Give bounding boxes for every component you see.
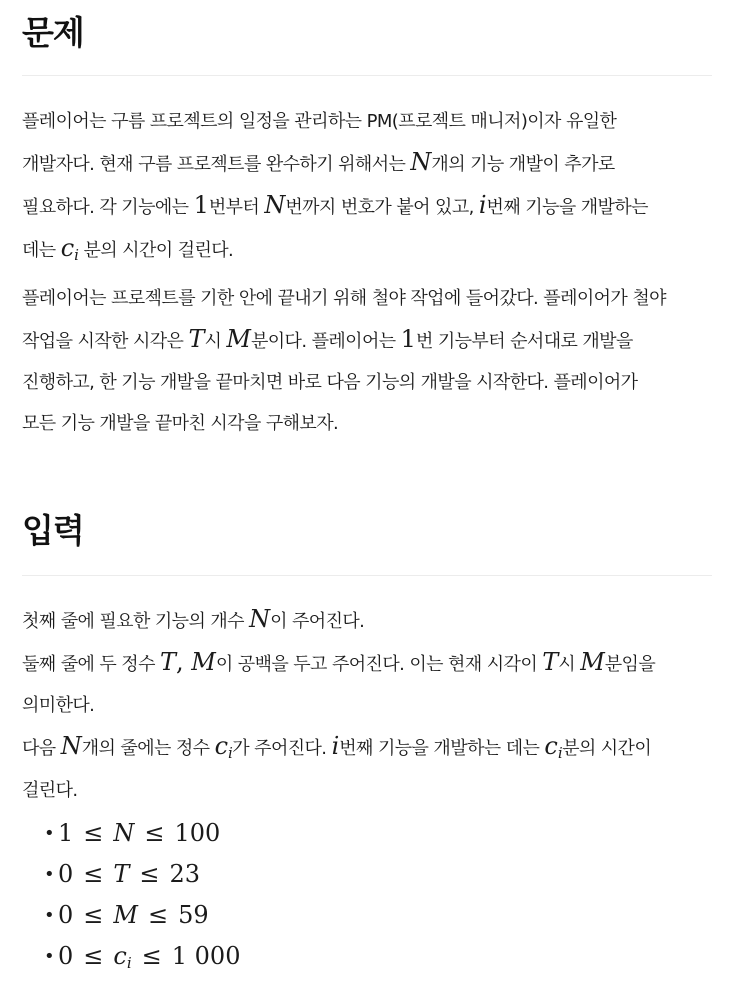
text: 번부터 [208,197,265,218]
text: 의미한다. [22,695,95,716]
text: 진행하고, 한 기능 개발을 끝마치면 바로 다음 기능의 개발을 시작한다. 플레이어가 [22,372,638,393]
constraint-item [44,854,240,895]
text: 가 주어진다. [232,738,332,759]
text-line [22,362,722,403]
math-leq: ≤ [83,942,104,970]
math-var: N [410,148,432,176]
math-var: c [113,942,127,970]
math-leq: ≤ [139,860,160,888]
input-paragraph [22,599,722,811]
text: 플레이어는 구름 프로젝트의 일정을 관리하는 PM(프로젝트 매니저)이자 유일한 [22,111,617,132]
text: 첫째 줄에 필요한 기능의 개수 [22,611,250,632]
math-number: 1 [58,819,74,847]
math-var: c [544,732,558,760]
math-var: c [60,234,75,262]
text-line [22,403,722,444]
bullet-icon: • [44,864,55,885]
math-leq: ≤ [144,819,165,847]
text: 걸린다. [22,780,78,801]
math-number: 59 [178,901,209,929]
text-line [22,319,722,362]
math-var: N [249,605,271,633]
text: 필요하다. 각 기능에는 [22,197,194,218]
text-line [22,185,722,228]
math-subscript: i [126,954,132,972]
math-var: i [478,191,487,219]
divider [22,575,712,576]
problem-paragraph-2 [22,278,722,444]
bullet-icon: • [44,823,55,844]
text: 모든 기능 개발을 끝마친 시각을 구해보자. [22,413,339,434]
math-leq: ≤ [141,942,162,970]
math-var: N [264,191,286,219]
text-line [22,726,722,770]
math-number: 0 [58,942,74,970]
text: 번째 기능을 개발하는 [486,197,648,218]
math-var: T [160,648,177,676]
text-line [22,101,722,142]
math-var: c [214,732,229,760]
text: 이 주어진다. [270,611,365,632]
text: 개의 기능 개발이 추가로 [431,154,615,175]
text: 번째 기능을 개발하는 데는 [339,738,545,759]
math-var: N [60,732,82,760]
text: 개의 줄에는 정수 [81,738,215,759]
math-number: 0 [58,901,74,929]
text-line [22,278,722,319]
section-title-input: 입력 [22,511,84,550]
constraints-list [44,813,241,977]
math-number: 1 [193,191,209,219]
constraint-item [44,813,240,854]
text: 데는 [22,240,61,261]
bullet-icon: • [44,905,55,926]
math-leq: ≤ [83,819,104,847]
text: 번까지 번호가 붙어 있고, [285,197,479,218]
math-leq: ≤ [147,901,169,929]
math-var: M [191,648,216,676]
text: 개발자다. 현재 구름 프로젝트를 완수하기 위해서는 [22,154,411,175]
text: 둘째 줄에 두 정수 [22,654,161,675]
divider [22,75,712,76]
text-line [22,685,722,726]
text-line [22,599,722,642]
text-line [22,142,722,185]
math-var: M [226,325,251,353]
math-subscript: i [228,744,233,762]
constraint-item [44,895,240,936]
math-subscript: i [74,246,79,264]
math-subscript: i [557,744,563,762]
math-var: M [580,648,605,676]
section-title-problem: 문제 [22,13,84,52]
text: 시 [558,654,581,675]
math-leq: ≤ [83,901,104,929]
text: 분의 시간이 걸린다. [78,240,234,261]
math-leq: ≤ [83,860,104,888]
math-punct: , [176,648,192,676]
text: 플레이어는 프로젝트를 기한 안에 끝내기 위해 철야 작업에 들어갔다. 플레이어가 철야 [22,288,666,309]
math-number: 23 [169,860,201,888]
text: 이 공백을 두고 주어진다. 이는 현재 시각이 [215,654,543,675]
bullet-icon: • [44,946,55,967]
text: 분이다. 플레이어는 [250,331,401,352]
text: 분임을 [604,654,656,675]
text: 다음 [22,738,61,759]
math-var: N [113,819,135,847]
text-line [22,770,722,811]
text: 분의 시간이 [562,738,652,759]
math-number: 0 [58,860,74,888]
math-var: T [542,648,559,676]
constraint-item [44,936,241,977]
text: 작업을 시작한 시각은 [22,331,189,352]
text-line [22,228,722,272]
math-var: M [113,901,138,929]
math-var: i [331,732,340,760]
text-line [22,642,722,685]
math-number: 100 [174,819,221,847]
math-number: 1 [400,325,416,353]
text: 시 [204,331,227,352]
problem-paragraph-1 [22,101,722,272]
math-number: 1 000 [171,942,241,970]
text: 번 기능부터 순서대로 개발을 [415,331,633,352]
math-var: T [188,325,205,353]
math-var: T [113,860,130,888]
